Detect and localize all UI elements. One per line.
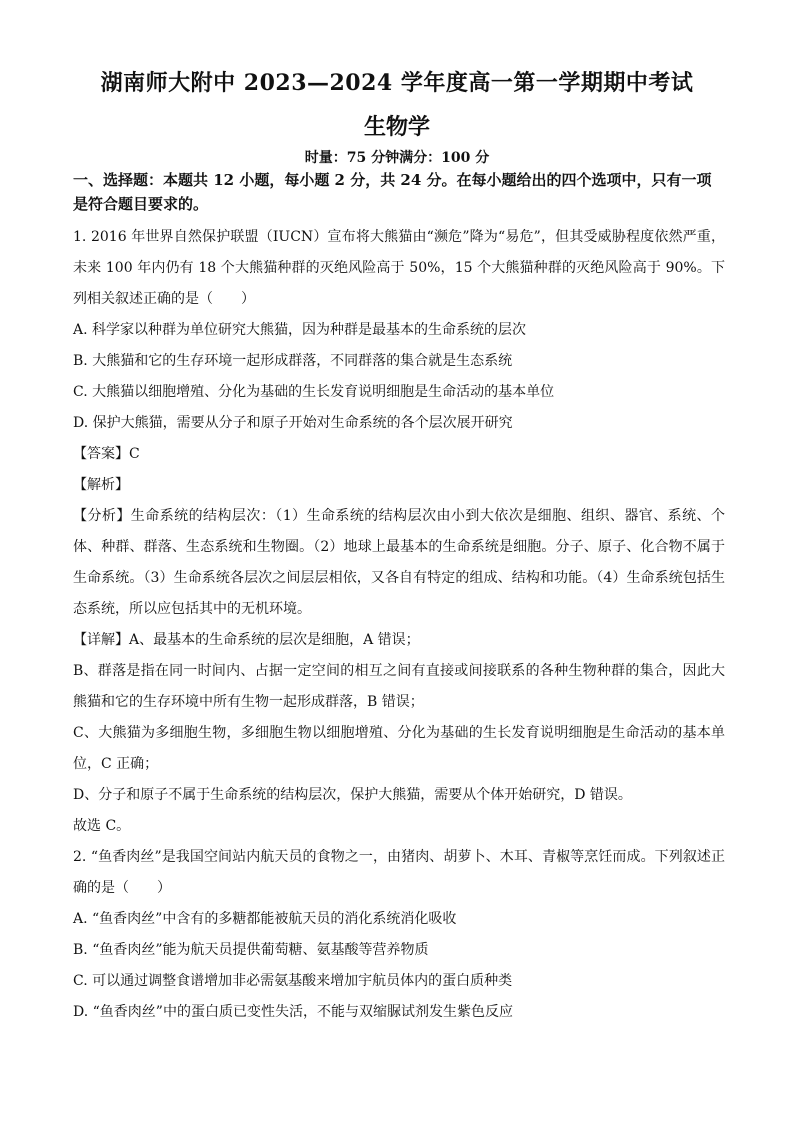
- detail-d: D、分子和原子不属于生命系统的结构层次，保护大熊猫，需要从个体开始研究，D 错误。: [73, 787, 632, 803]
- time-score-info: 时量：75 分钟满分：100 分: [304, 150, 490, 166]
- subject-title: 生物学: [363, 114, 430, 140]
- exam-content: [73, 168, 725, 1028]
- answer-value: C: [129, 446, 140, 462]
- question-1-option-b: B. 大熊猫和它的生存环境一起形成群落，不同群落的集合就是生态系统: [73, 353, 513, 369]
- question-2-option-b: B. “鱼香肉丝”能为航天员提供葡萄糖、氨基酸等营养物质: [73, 942, 429, 958]
- analysis-label: 【解析】: [73, 477, 129, 493]
- detail-c: C、大熊猫为多细胞生物，多细胞生物以细胞增殖、分化为基础的生长发育说明细胞是生命活动的基本单位，C 正确；: [73, 725, 725, 772]
- answer-label: 【答案】: [73, 446, 129, 462]
- question-1-option-a: A. 科学家以种群为单位研究大熊猫，因为种群是最基本的生命系统的层次: [73, 322, 527, 338]
- question-2-option-a: A. “鱼香肉丝”中含有的多糖都能被航天员的消化系统消化吸收: [73, 911, 457, 927]
- fenxi-label: 【分析】: [73, 508, 131, 524]
- analysis-paragraph: [73, 501, 725, 625]
- conclusion: 故选 C。: [73, 818, 131, 834]
- question-2-option-d: D. “鱼香肉丝”中的蛋白质已变性失活，不能与双缩脲试剂发生紫色反应: [73, 1004, 513, 1020]
- question-1-option-d: D. 保护大熊猫，需要从分子和原子开始对生命系统的各个层次展开研究: [73, 415, 513, 431]
- detail-a: [73, 625, 725, 656]
- xiangjie-label: 【详解】: [73, 632, 129, 648]
- question-1-option-c: C. 大熊猫以细胞增殖、分化为基础的生长发育说明细胞是生命活动的基本单位: [73, 384, 555, 400]
- fenxi-text: 生命系统的结构层次：（1）生命系统的结构层次由小到大依次是细胞、组织、器官、系统、个体、种群、群落、生态系统和生物圈。（2）地球上最基本的生命系统是细胞。分子、原子、化合物不属于生命系统。（3）生命系统各层次之间层层相依，又各自有特定的组成、结构和功能。（4）生命系统包括生态系统，所以应包括其中的无机环境。: [73, 508, 726, 617]
- section-heading: 一、选择题：本题共 12 小题，每小题 2 分，共 24 分。在每小题给出的四个选项中，只有一项是符合题目要求的。: [73, 171, 712, 213]
- detail-b: B、群落是指在同一时间内、占据一定空间的相互之间有直接或间接联系的各种生物种群的集合，因此大熊猫和它的生存环境中所有生物一起形成群落，B 错误；: [73, 663, 725, 710]
- detail-a-text: A、最基本的生命系统的层次是细胞，A 错误；: [129, 632, 420, 648]
- exam-title: 湖南师大附中 2023—2024 学年度高一第一学期期中考试: [100, 70, 694, 96]
- answer-line: [73, 439, 725, 470]
- question-1-stem: 1. 2016 年世界自然保护联盟（IUCN）宣布将大熊猫由“濒危”降为“易危”，但其受威胁程度依然严重，未来 100 年内仍有 18 个大熊猫种群的灭绝风险高于 50%，15 个大熊猫种群的灭绝风险高于 90%。下列相关叙述正确的是（ ）: [73, 229, 725, 307]
- question-2-option-c: C. 可以通过调整食谱增加非必需氨基酸来增加宇航员体内的蛋白质种类: [73, 973, 513, 989]
- question-2-stem: 2. “鱼香肉丝”是我国空间站内航天员的食物之一，由猪肉、胡萝卜、木耳、青椒等烹饪而成。下列叙述正确的是（ ）: [73, 849, 725, 896]
